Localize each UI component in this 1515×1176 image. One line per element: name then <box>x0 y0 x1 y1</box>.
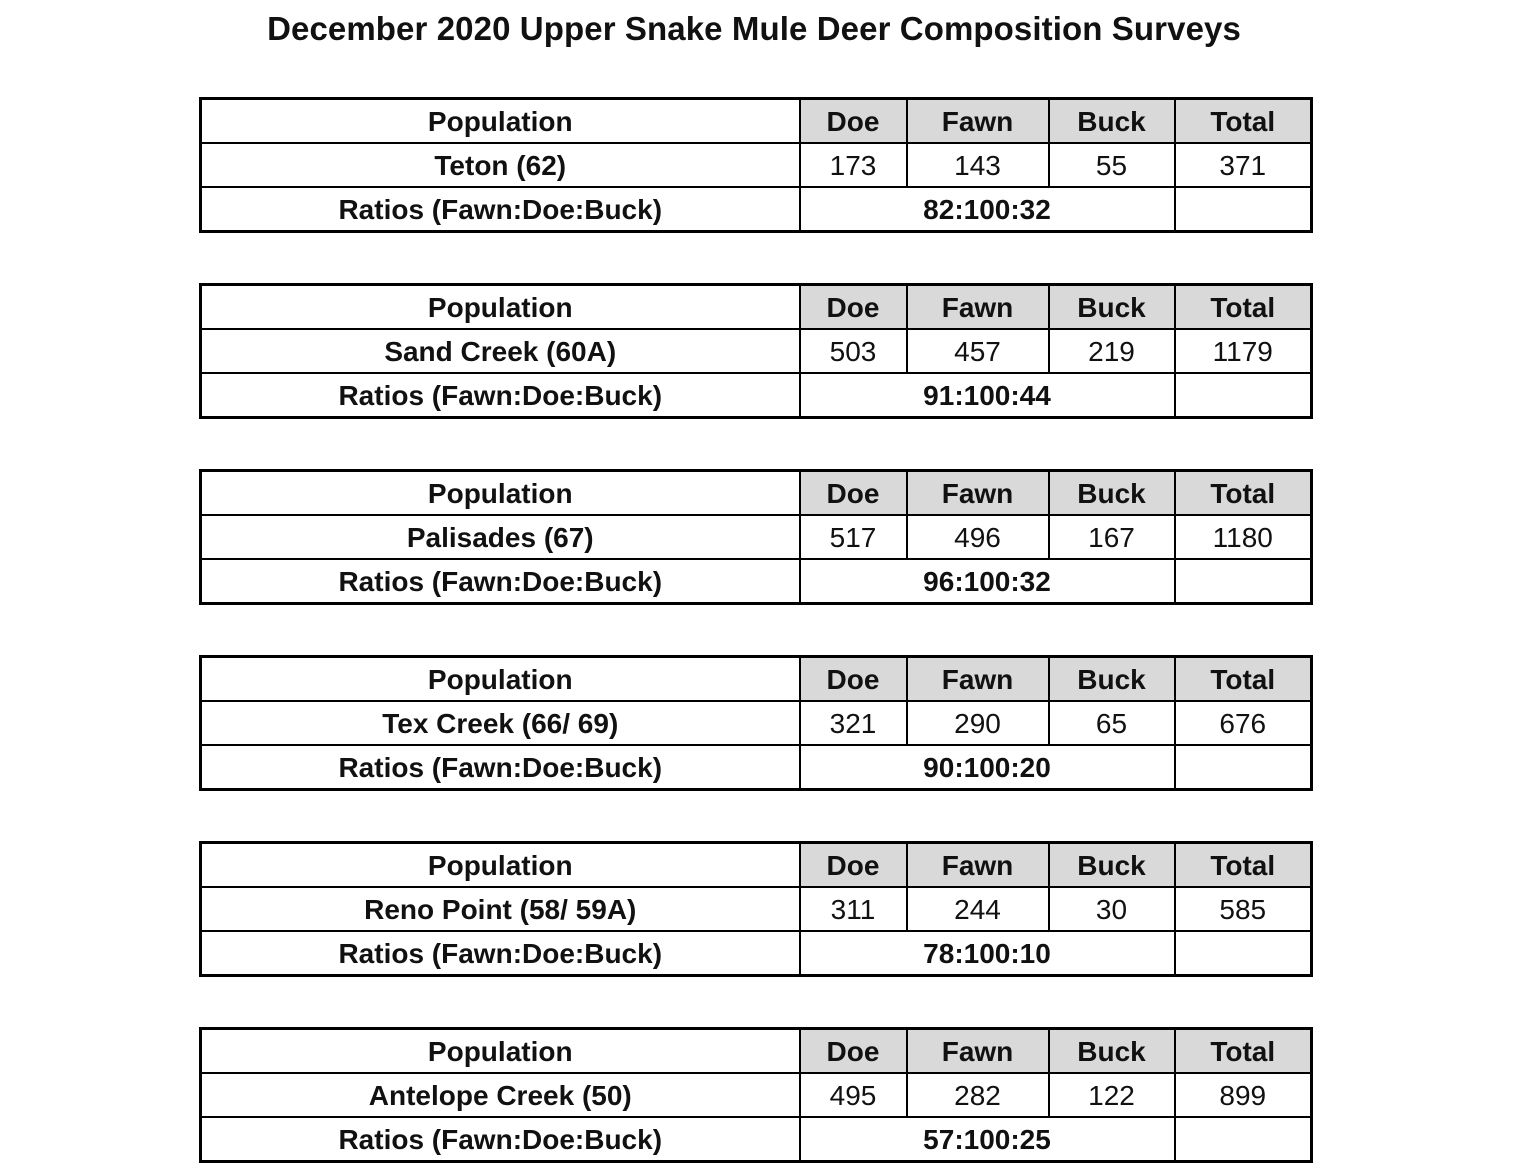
buck-count: 55 <box>1049 143 1175 187</box>
header-population: Population <box>201 843 800 888</box>
ratio-value: 91:100:44 <box>800 373 1175 418</box>
table-row <box>201 329 1312 373</box>
header-population: Population <box>201 657 800 702</box>
population-name: Sand Creek (60A) <box>201 329 800 373</box>
survey-table-tex-creek <box>199 655 1313 791</box>
fawn-count: 282 <box>907 1073 1049 1117</box>
header-doe: Doe <box>800 843 907 888</box>
header-total: Total <box>1175 285 1312 330</box>
ratio-row <box>201 559 1312 604</box>
ratio-empty-cell <box>1175 931 1312 976</box>
fawn-count: 496 <box>907 515 1049 559</box>
population-name: Tex Creek (66/ 69) <box>201 701 800 745</box>
ratio-value: 96:100:32 <box>800 559 1175 604</box>
header-doe: Doe <box>800 285 907 330</box>
table-row <box>201 701 1312 745</box>
table-header-row <box>201 1029 1312 1074</box>
fawn-count: 244 <box>907 887 1049 931</box>
header-doe: Doe <box>800 99 907 144</box>
header-total: Total <box>1175 1029 1312 1074</box>
header-fawn: Fawn <box>907 843 1049 888</box>
total-count: 1180 <box>1175 515 1312 559</box>
ratio-empty-cell <box>1175 1117 1312 1162</box>
doe-count: 503 <box>800 329 907 373</box>
fawn-count: 457 <box>907 329 1049 373</box>
table-header-row <box>201 99 1312 144</box>
header-fawn: Fawn <box>907 285 1049 330</box>
doe-count: 517 <box>800 515 907 559</box>
ratio-row <box>201 187 1312 232</box>
header-buck: Buck <box>1049 285 1175 330</box>
population-name: Antelope Creek (50) <box>201 1073 800 1117</box>
survey-table-reno-point <box>199 841 1313 977</box>
fawn-count: 143 <box>907 143 1049 187</box>
total-count: 371 <box>1175 143 1312 187</box>
table-row <box>201 1073 1312 1117</box>
ratio-label: Ratios (Fawn:Doe:Buck) <box>201 559 800 604</box>
header-fawn: Fawn <box>907 1029 1049 1074</box>
table-header-row <box>201 471 1312 516</box>
header-population: Population <box>201 99 800 144</box>
header-population: Population <box>201 1029 800 1074</box>
total-count: 1179 <box>1175 329 1312 373</box>
header-total: Total <box>1175 657 1312 702</box>
header-total: Total <box>1175 99 1312 144</box>
header-buck: Buck <box>1049 843 1175 888</box>
ratio-label: Ratios (Fawn:Doe:Buck) <box>201 373 800 418</box>
header-buck: Buck <box>1049 471 1175 516</box>
population-name: Palisades (67) <box>201 515 800 559</box>
doe-count: 321 <box>800 701 907 745</box>
table-header-row <box>201 843 1312 888</box>
header-population: Population <box>201 285 800 330</box>
table-row <box>201 887 1312 931</box>
ratio-value: 82:100:32 <box>800 187 1175 232</box>
population-name: Teton (62) <box>201 143 800 187</box>
ratio-label: Ratios (Fawn:Doe:Buck) <box>201 187 800 232</box>
header-total: Total <box>1175 843 1312 888</box>
page-title: December 2020 Upper Snake Mule Deer Composition Surveys <box>267 10 1241 47</box>
ratio-value: 78:100:10 <box>800 931 1175 976</box>
buck-count: 65 <box>1049 701 1175 745</box>
ratio-row <box>201 1117 1312 1162</box>
table-row <box>201 143 1312 187</box>
survey-table-antelope-creek <box>199 1027 1313 1163</box>
header-buck: Buck <box>1049 99 1175 144</box>
table-header-row <box>201 657 1312 702</box>
header-doe: Doe <box>800 471 907 516</box>
buck-count: 167 <box>1049 515 1175 559</box>
ratio-value: 57:100:25 <box>800 1117 1175 1162</box>
header-fawn: Fawn <box>907 657 1049 702</box>
ratio-empty-cell <box>1175 373 1312 418</box>
header-fawn: Fawn <box>907 471 1049 516</box>
ratio-label: Ratios (Fawn:Doe:Buck) <box>201 745 800 790</box>
population-name: Reno Point (58/ 59A) <box>201 887 800 931</box>
ratio-value: 90:100:20 <box>800 745 1175 790</box>
buck-count: 30 <box>1049 887 1175 931</box>
header-population: Population <box>201 471 800 516</box>
fawn-count: 290 <box>907 701 1049 745</box>
header-doe: Doe <box>800 1029 907 1074</box>
header-fawn: Fawn <box>907 99 1049 144</box>
header-buck: Buck <box>1049 1029 1175 1074</box>
survey-table-palisades <box>199 469 1313 605</box>
header-total: Total <box>1175 471 1312 516</box>
header-buck: Buck <box>1049 657 1175 702</box>
doe-count: 173 <box>800 143 907 187</box>
ratio-empty-cell <box>1175 745 1312 790</box>
ratio-row <box>201 931 1312 976</box>
header-doe: Doe <box>800 657 907 702</box>
ratio-empty-cell <box>1175 559 1312 604</box>
table-row <box>201 515 1312 559</box>
total-count: 585 <box>1175 887 1312 931</box>
survey-table-teton <box>199 97 1313 233</box>
ratio-label: Ratios (Fawn:Doe:Buck) <box>201 1117 800 1162</box>
buck-count: 219 <box>1049 329 1175 373</box>
ratio-row <box>201 745 1312 790</box>
survey-table-sand-creek <box>199 283 1313 419</box>
doe-count: 495 <box>800 1073 907 1117</box>
buck-count: 122 <box>1049 1073 1175 1117</box>
table-header-row <box>201 285 1312 330</box>
ratio-label: Ratios (Fawn:Doe:Buck) <box>201 931 800 976</box>
ratio-empty-cell <box>1175 187 1312 232</box>
total-count: 676 <box>1175 701 1312 745</box>
ratio-row <box>201 373 1312 418</box>
doe-count: 311 <box>800 887 907 931</box>
total-count: 899 <box>1175 1073 1312 1117</box>
